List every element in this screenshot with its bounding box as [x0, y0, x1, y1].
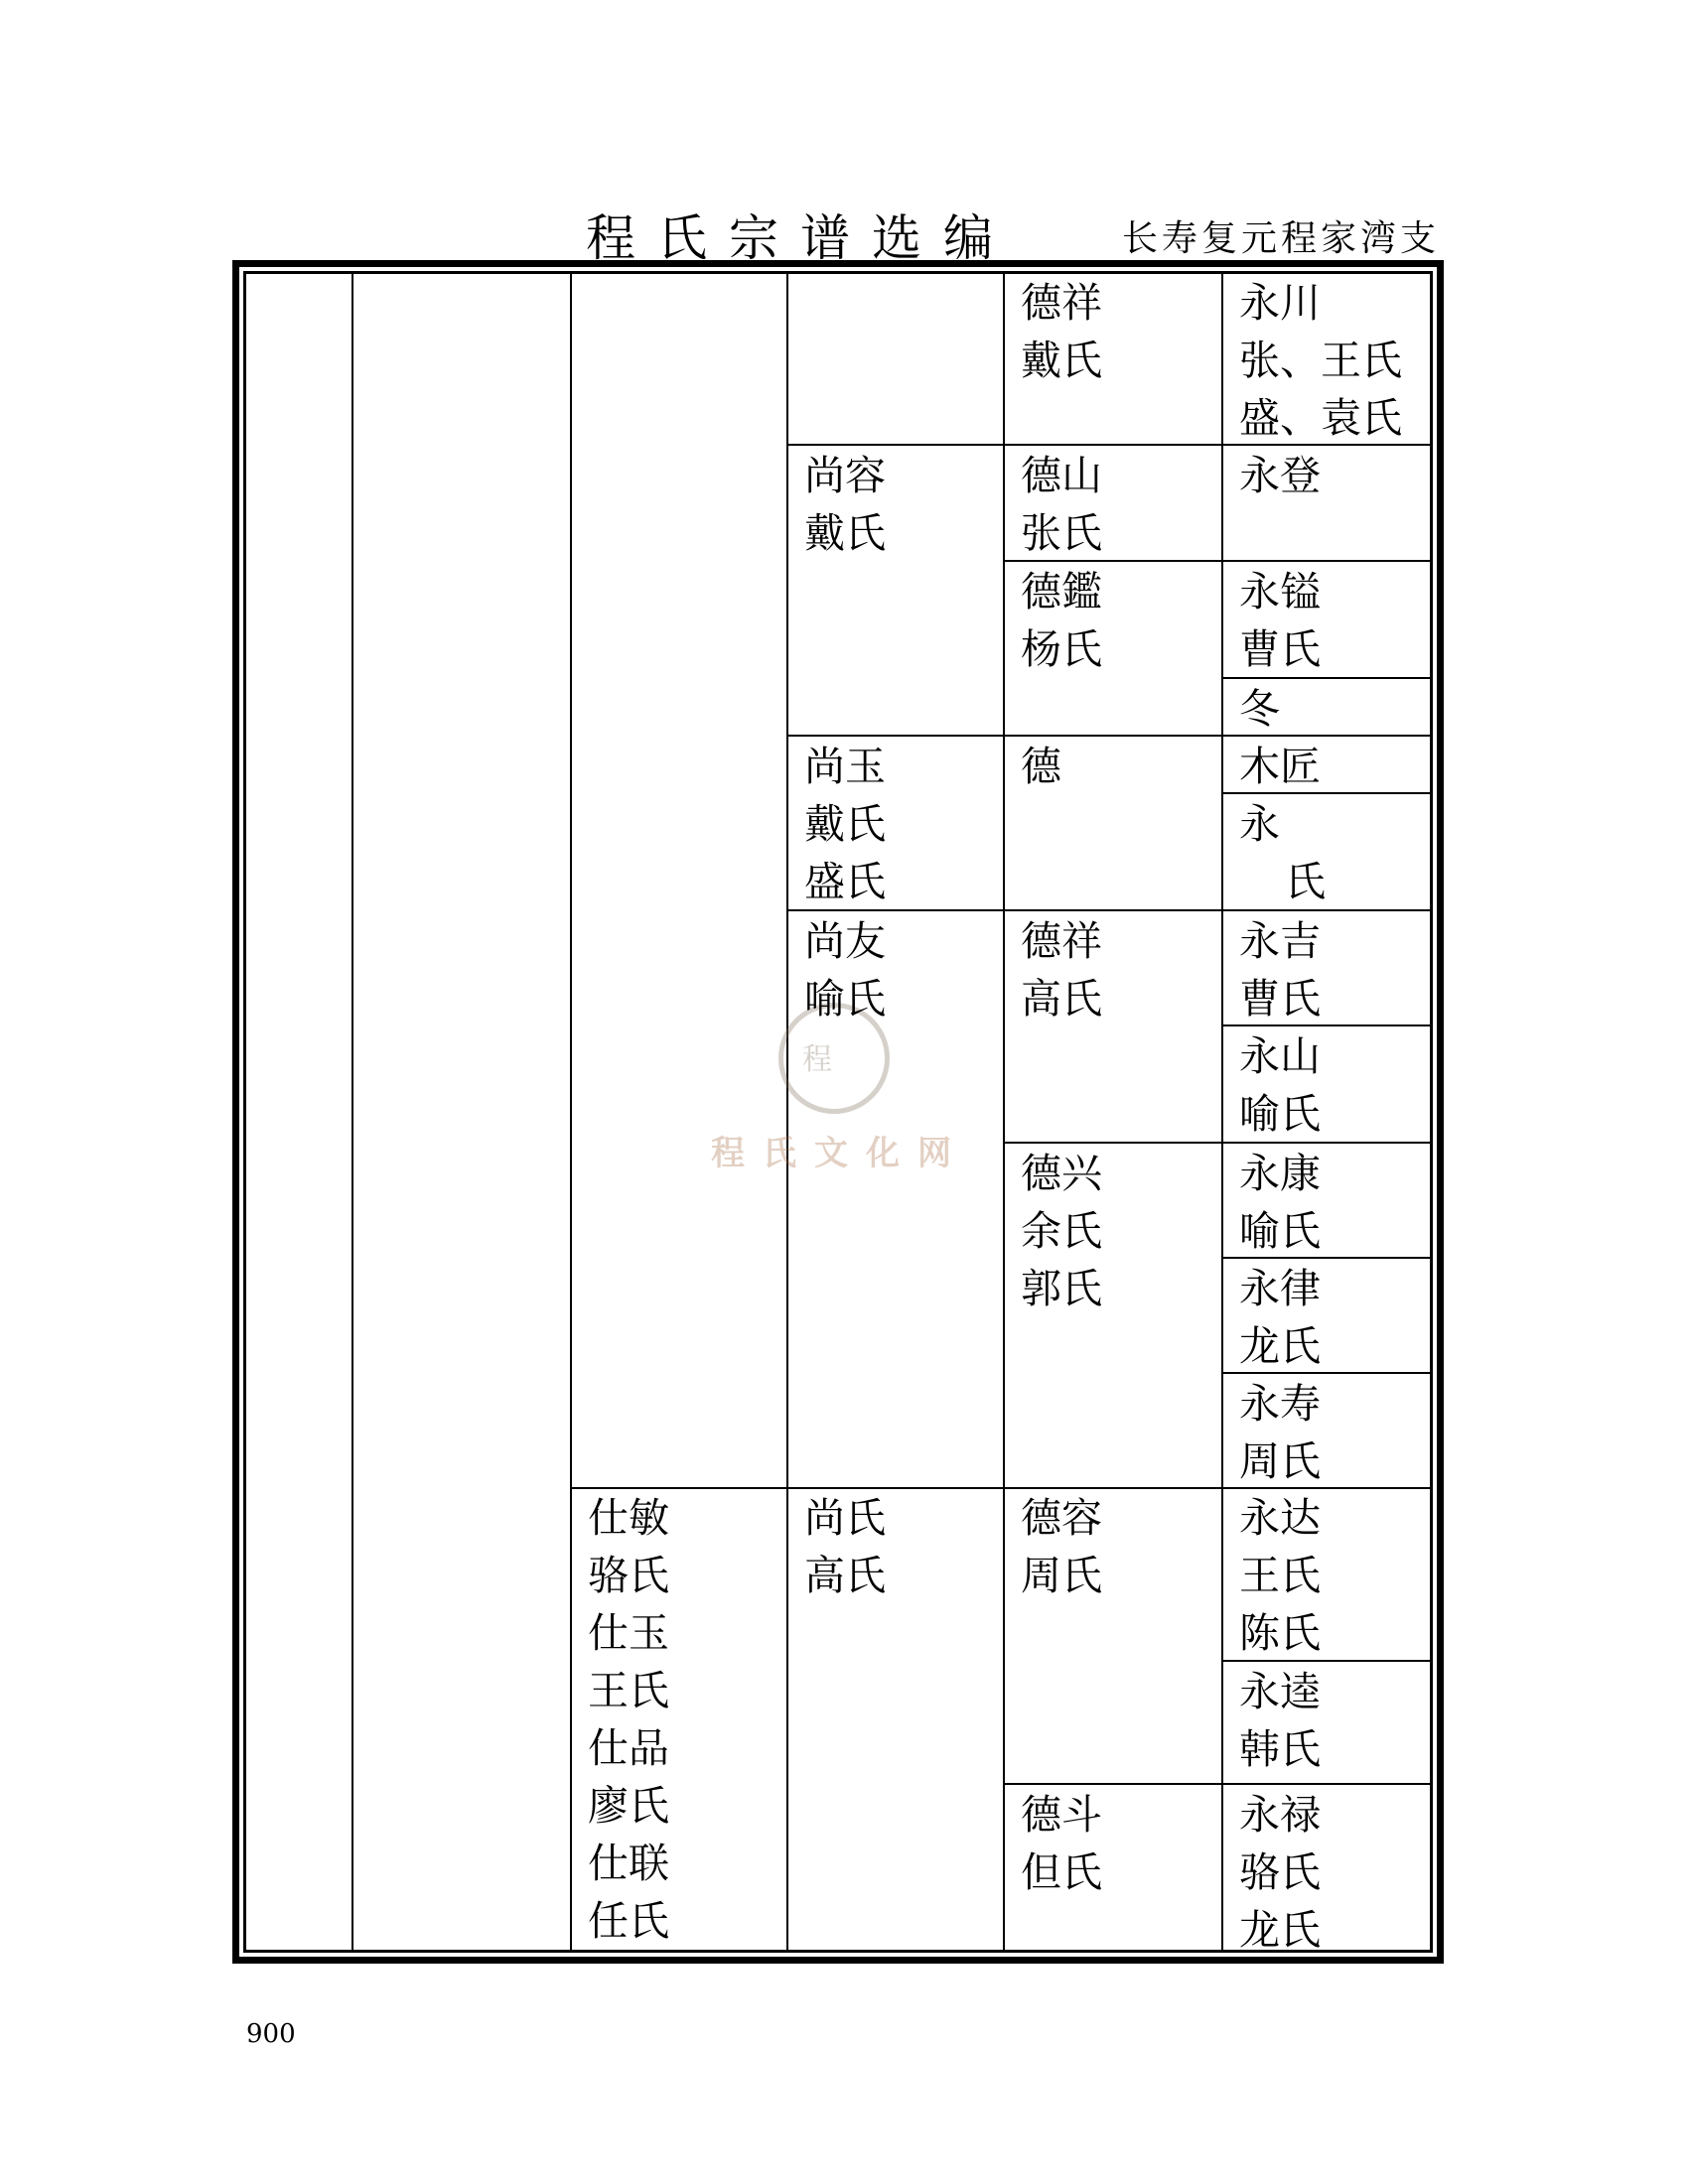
page-number: 900	[246, 2019, 296, 2049]
genealogy-entry: 永登	[1239, 452, 1321, 499]
genealogy-entry: 永达 王氏 陈氏	[1239, 1494, 1321, 1657]
genealogy-entry: 永禄 骆氏 龙氏	[1239, 1791, 1321, 1954]
watermark-text: 程氏文化网	[711, 1134, 969, 1173]
genealogy-entry: 永逵 韩氏	[1239, 1668, 1321, 1773]
row-divider	[1003, 1142, 1432, 1144]
genealogy-entry: 德祥 高氏	[1021, 917, 1102, 1023]
column-divider	[1221, 272, 1223, 1952]
genealogy-entry: 永 氏	[1239, 800, 1326, 905]
column-divider	[570, 272, 572, 1952]
genealogy-entry: 木匠	[1239, 743, 1321, 790]
watermark	[711, 1003, 999, 1181]
genealogy-entry: 永镒 曹氏	[1239, 568, 1321, 673]
genealogy-entry: 仕敏 骆氏 仕玉 王氏 仕品 廖氏 仕联 任氏	[588, 1494, 669, 1945]
page-title: 程氏宗谱选编	[586, 209, 1015, 267]
column-divider	[352, 272, 353, 1952]
watermark-seal-text: 程	[802, 1042, 832, 1077]
genealogy-entry: 尚氏 高氏	[804, 1494, 886, 1599]
genealogy-entry: 德斗 但氏	[1021, 1791, 1102, 1896]
genealogy-entry: 永律 龙氏	[1239, 1265, 1321, 1370]
genealogy-entry: 尚友 喻氏	[804, 917, 886, 1023]
row-divider	[786, 735, 1432, 737]
genealogy-entry: 冬	[1239, 685, 1280, 733]
genealogy-entry: 德兴 余氏 郭氏	[1021, 1150, 1102, 1312]
genealogy-entry: 永川 张、王氏 盛、袁氏	[1239, 279, 1402, 442]
genealogy-entry: 永寿 周氏	[1239, 1380, 1321, 1485]
genealogy-entry: 德容 周氏	[1021, 1494, 1102, 1599]
column-divider	[1003, 272, 1005, 1952]
page-subtitle: 长寿复元程家湾支	[1122, 218, 1441, 259]
row-divider	[1003, 1783, 1432, 1785]
genealogy-entry: 德	[1021, 743, 1061, 790]
genealogy-entry: 永吉 曹氏	[1239, 917, 1321, 1023]
genealogy-entry: 德山 张氏	[1021, 452, 1102, 557]
genealogy-entry: 永山 喻氏	[1239, 1032, 1321, 1138]
genealogy-entry: 尚玉 戴氏 盛氏	[804, 743, 886, 905]
genealogy-entry: 德鑑 杨氏	[1021, 568, 1102, 673]
genealogy-entry: 德祥 戴氏	[1021, 279, 1102, 384]
genealogy-entry: 尚容 戴氏	[804, 452, 886, 557]
genealogy-entry: 永康 喻氏	[1239, 1150, 1321, 1255]
